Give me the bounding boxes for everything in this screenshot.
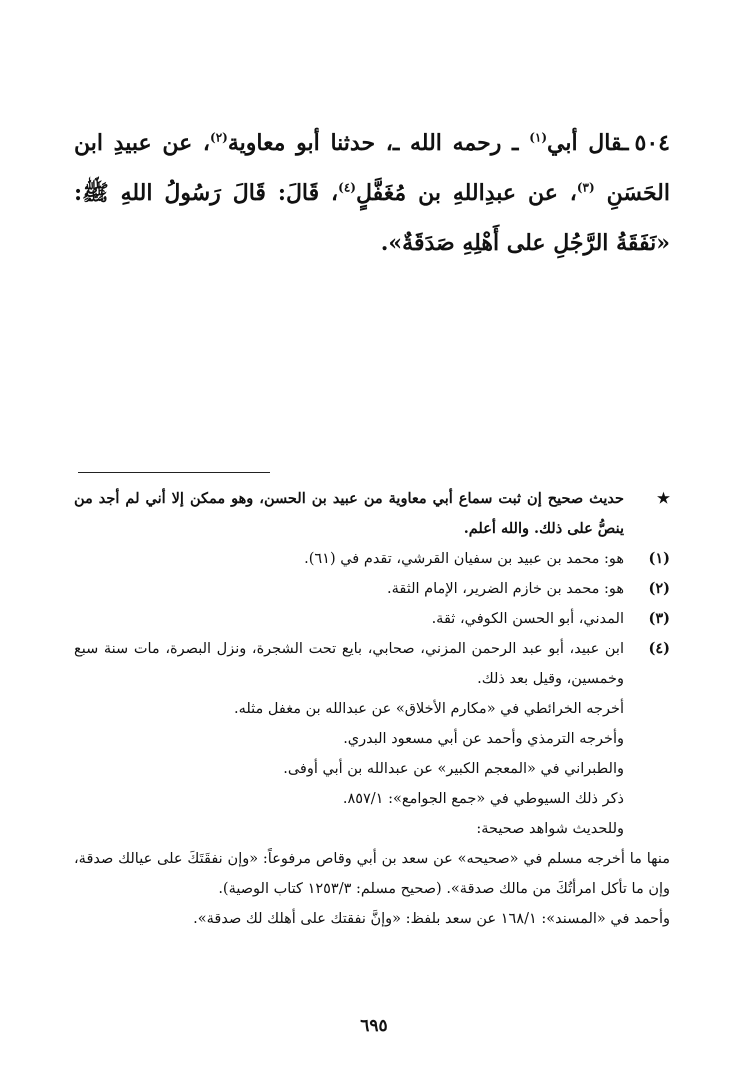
- takhrij-line-3: والطبراني في «المعجم الكبير» عن عبدالله بن أبي أوفى.: [283, 761, 624, 777]
- takhrij-line-1: أخرجه الخرائطي في «مكارم الأخلاق» عن عبدالله بن مغفل مثله.: [234, 701, 624, 717]
- hadith-part-3: ، عن عبيدِ ابن الحَسَنِ: [74, 130, 670, 206]
- hadith-part-4: ، عن عبدِاللهِ بن مُغَفَّلٍ: [355, 180, 577, 206]
- star-note: [74, 484, 670, 544]
- footnote-3-marker: (٣): [648, 610, 670, 627]
- footnote-2: [74, 574, 670, 604]
- takhrij-ahmad: وأحمد في «المسند»: ١٦٨/١ عن سعد بلفظ: «وإنَّ نفقتك على أهلك لك صدقة».: [193, 911, 670, 927]
- footnote-1: [74, 544, 670, 574]
- hadith-text: [74, 118, 670, 268]
- footnote-3: [74, 604, 670, 634]
- footnote-2-marker: (٢): [648, 580, 670, 597]
- footnote-3-text: المدني، أبو الحسن الكوفي، ثقة.: [431, 611, 624, 627]
- footnote-ref-1: (١): [529, 130, 548, 145]
- takhrij-muslim: منها ما أخرجه مسلم في «صحيحه» عن سعد بن أبي وقاص مرفوعاً: «وإن نفقَتَكَ على عيالك صدقة، وإن ما تأكل امرأتُكَ من مالك صدقة». (صحيح مسلم: ١٢٥٣/٣ كتاب الوصية).: [74, 851, 670, 897]
- footnote-4-details: [74, 694, 670, 844]
- hadith-part-5: ، قَالَ: قَالَ رَسُولُ اللهِ ﷺ: «نَفَقَةُ الرَّجُلِ على أَهْلِهِ صَدَقَةٌ».: [74, 180, 670, 256]
- footnote-1-marker: (١): [648, 550, 670, 567]
- star-note-text: حديث صحيح إن ثبت سماع أبي معاوية من عبيد بن الحسن، وهو ممكن إلا أني لم أجد من ينصُّ على ذلك. والله أعلم.: [74, 490, 624, 537]
- takhrij-line-4: ذكر ذلك السيوطي في «جمع الجوامع»: ٨٥٧/١.: [342, 791, 624, 807]
- page-number: ٦٩٥: [360, 1016, 388, 1036]
- footnote-4-text: ابن عبيد، أبو عبد الرحمن المزني، صحابي، بايع تحت الشجرة، ونزل البصرة، مات سنة سبع وخمسين، وقيل بعد ذلك.: [74, 641, 624, 687]
- footnote-4-marker: (٤): [648, 640, 670, 657]
- hadith-part-2: ـ رحمه الله ـ، حدثنا أبو معاوية: [227, 130, 530, 156]
- hadith-part-1: ـقال أبي: [547, 130, 629, 156]
- footnotes: [74, 484, 670, 934]
- footnote-ref-3: (٣): [576, 180, 595, 195]
- footnote-1-text: هو: محمد بن عبيد بن سفيان القرشي، تقدم في (٦١).: [304, 551, 624, 567]
- footnote-ref-4: (٤): [338, 180, 356, 195]
- takhrij-line-5: وللحديث شواهد صحيحة:: [476, 821, 624, 837]
- footnote-separator: [78, 472, 270, 473]
- hadith-number: ٥٠٤: [634, 130, 670, 156]
- takhrij-line-2: وأخرجه الترمذي وأحمد عن أبي مسعود البدري.: [343, 731, 624, 747]
- footnote-2-text: هو: محمد بن خازم الضرير، الإمام الثقة.: [387, 581, 624, 597]
- star-icon: ★: [657, 490, 670, 507]
- footnote-4: [74, 634, 670, 694]
- footnote-ref-2: (٢): [210, 130, 228, 145]
